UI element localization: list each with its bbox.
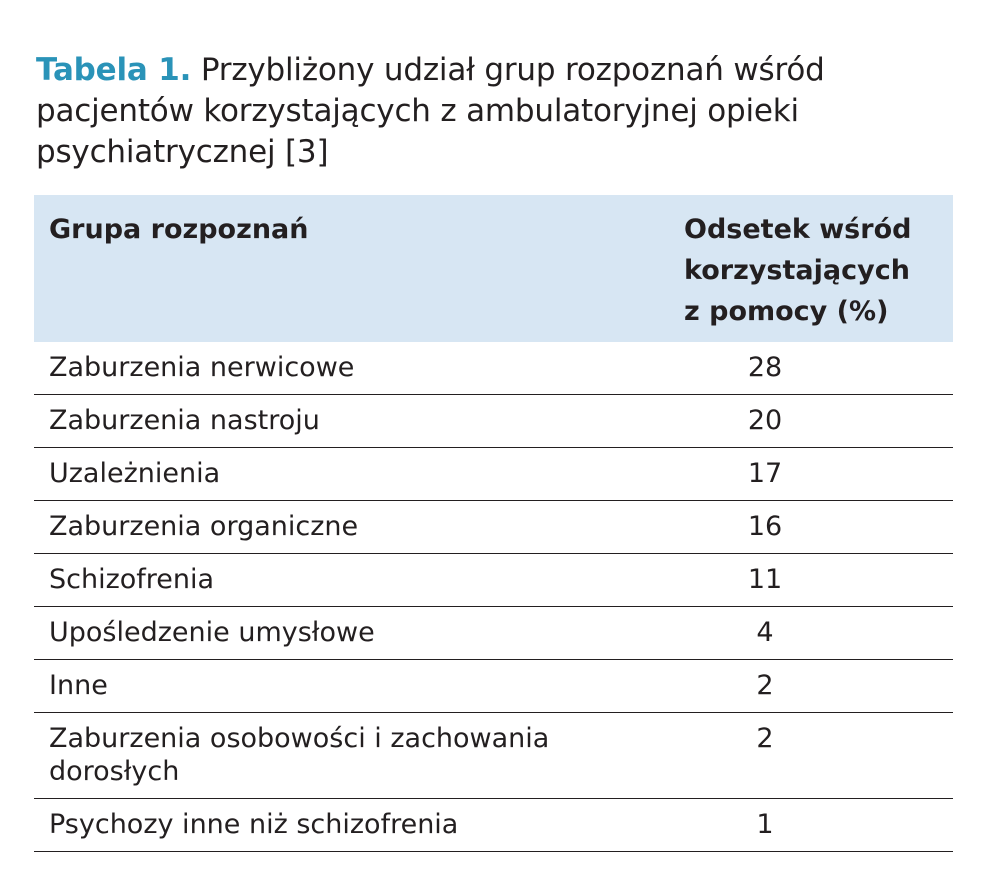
row-group: Zaburzenia nastroju [34, 395, 682, 448]
row-group: Schizofrenia [34, 554, 682, 607]
header-percentage-line3: z pomocy (%) [684, 296, 889, 327]
row-percentage: 2 [682, 713, 953, 799]
row-percentage: 28 [682, 342, 953, 395]
table-row [34, 501, 953, 554]
table-row [34, 554, 953, 607]
row-percentage: 4 [682, 607, 953, 660]
header-percentage-line1: Odsetek wśród [684, 214, 912, 245]
table-caption [36, 50, 936, 173]
row-group: Zaburzenia osobowości i zachowania dorosłych [34, 713, 682, 799]
row-percentage: 11 [682, 554, 953, 607]
row-percentage: 20 [682, 395, 953, 448]
row-percentage: 17 [682, 448, 953, 501]
caption-text: Przybliżony udział grup rozpoznań wśród pacjentów korzystających z ambulatoryjnej opieki psychiatrycznej [3] [36, 52, 825, 170]
row-percentage: 2 [682, 660, 953, 713]
row-group: Uzależnienia [34, 448, 682, 501]
row-group: Psychozy inne niż schizofrenia [34, 799, 682, 852]
row-group: Upośledzenie umysłowe [34, 607, 682, 660]
table-header-row [34, 195, 953, 342]
row-percentage: 1 [682, 799, 953, 852]
row-group: Inne [34, 660, 682, 713]
table-row [34, 448, 953, 501]
table-row [34, 607, 953, 660]
header-diagnosis-group: Grupa rozpoznań [49, 214, 309, 245]
table-row [34, 713, 953, 799]
header-percentage [682, 195, 953, 342]
table-row [34, 660, 953, 713]
diagnosis-table [34, 195, 953, 852]
row-percentage: 16 [682, 501, 953, 554]
header-percentage-line2: korzystających [684, 255, 910, 286]
row-group: Zaburzenia organiczne [34, 501, 682, 554]
table-row [34, 799, 953, 852]
table-row [34, 395, 953, 448]
caption-label: Tabela 1. [36, 52, 192, 88]
row-group: Zaburzenia nerwicowe [34, 342, 682, 395]
table-row [34, 342, 953, 395]
